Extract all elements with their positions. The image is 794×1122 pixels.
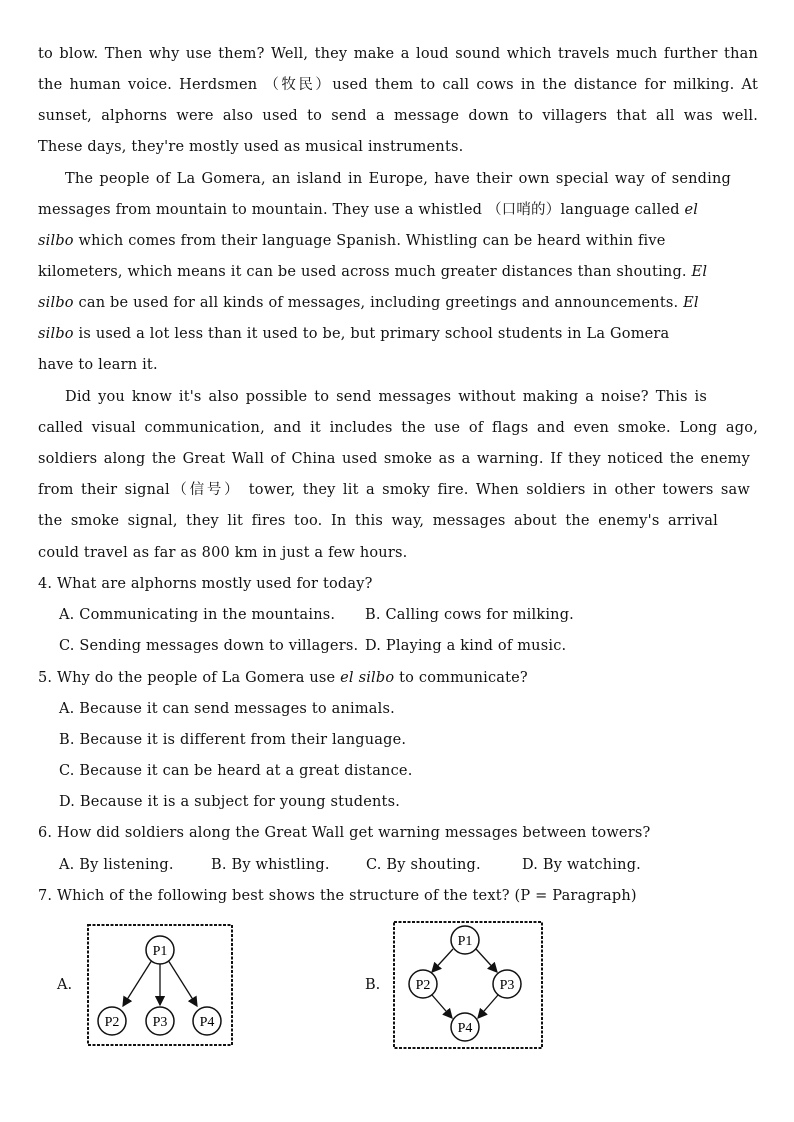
diagram-b-arrow-p1-p2 <box>432 949 453 972</box>
question-4-option-b: B. Calling cows for milking. <box>365 607 574 623</box>
question-7-option-a-label: A. <box>57 977 73 993</box>
diagram-a-node-p2 <box>98 1007 126 1035</box>
diagram-a-node-p3 <box>146 1007 174 1035</box>
diagram-b-node-p3-label: P3 <box>499 978 515 993</box>
question-5-stem: 5. Why do the people of La Gomera use el silbo to communicate? <box>38 670 528 686</box>
passage-p1-line-3: sunset, alphorns were also used to send a message down to villagers that all was well. <box>38 108 758 124</box>
passage-p2-line-2: messages from mountain to mountain. They use a whistled （口哨的）language called el <box>38 202 699 218</box>
passage-p3-line-2: called visual communication, and it includes the use of flags and even smoke. Long ago, <box>38 420 758 436</box>
question-4-option-d: D. Playing a kind of music. <box>365 638 567 654</box>
diagram-b-node-p2 <box>409 970 437 998</box>
question-6-options-row <box>59 855 779 875</box>
question-6-option-c: C. By shouting. <box>366 857 481 873</box>
diagram-a-arrow-p1-p2 <box>123 960 152 1006</box>
question-4-options-row-1 <box>59 605 779 625</box>
structure-diagram-b <box>392 919 544 1051</box>
question-4-option-a: A. Communicating in the mountains. <box>59 607 336 623</box>
diagram-b-arrow-p2-p4 <box>432 995 452 1018</box>
question-6-stem: 6. How did soldiers along the Great Wall get warning messages between towers? <box>38 825 651 841</box>
question-6-option-d: D. By watching. <box>522 857 641 873</box>
diagram-a-node-p4 <box>193 1007 221 1035</box>
question-6-option-b: B. By whistling. <box>211 857 330 873</box>
diagram-b-arrow-p1-p3 <box>476 949 497 972</box>
diagram-b-node-p1-label: P1 <box>457 934 473 949</box>
passage-p1-line-1: to blow. Then why use them? Well, they make a loud sound which travels much further than <box>38 46 758 62</box>
question-5-option-c: C. Because it can be heard at a great distance. <box>59 763 413 779</box>
structure-diagram-a-svg <box>86 922 234 1048</box>
structure-diagram-a <box>86 922 234 1048</box>
diagram-a-node-p3-label: P3 <box>152 1015 168 1030</box>
diagram-b-node-p3 <box>493 970 521 998</box>
diagram-a-node-p1 <box>146 936 174 964</box>
question-7-option-b-label: B. <box>365 977 381 993</box>
passage-p2-line-5: silbo can be used for all kinds of messages, including greetings and announcements. El <box>38 295 699 311</box>
passage-p2-line-7: have to learn it. <box>38 357 158 373</box>
question-5-option-b: B. Because it is different from their language. <box>59 732 407 748</box>
diagram-b-node-p4-label: P4 <box>457 1021 473 1036</box>
passage-p3-line-1: Did you know it's also possible to send messages without making a noise? This is <box>65 389 707 405</box>
question-5-option-d: D. Because it is a subject for young students. <box>59 794 401 810</box>
diagram-b-node-p4 <box>451 1013 479 1041</box>
passage-p2-line-4: kilometers, which means it can be used across much greater distances than shouting. El <box>38 264 708 280</box>
diagram-a-node-p1-label: P1 <box>152 944 168 959</box>
passage-p2-line-6: silbo is used a lot less than it used to be, but primary school students in La Gomera <box>38 326 670 342</box>
question-6-option-a: A. By listening. <box>59 857 174 873</box>
passage-p3-line-6: could travel as far as 800 km in just a few hours. <box>38 545 408 561</box>
structure-diagram-b-svg <box>392 919 544 1051</box>
diagram-b-node-p2-label: P2 <box>415 978 431 993</box>
question-5-option-a: A. Because it can send messages to animals. <box>59 701 395 717</box>
passage-p2-line-1: The people of La Gomera, an island in Europe, have their own special way of sending <box>65 171 731 187</box>
question-4-options-row-2 <box>59 636 779 656</box>
diagram-b-arrow-p3-p4 <box>478 995 498 1018</box>
passage-p3-line-5: the smoke signal, they lit fires too. In this way, messages about the enemy's arrival <box>38 513 718 529</box>
question-4-stem: 4. What are alphorns mostly used for today? <box>38 576 373 592</box>
passage-p1-line-4: These days, they're mostly used as musical instruments. <box>38 139 464 155</box>
diagram-a-arrow-p1-p4 <box>168 960 197 1006</box>
passage-p3-line-4: from their signal（信号） tower, they lit a smoky fire. When soldiers in other towers saw <box>38 482 750 498</box>
passage-p3-line-3: soldiers along the Great Wall of China used smoke as a warning. If they noticed the enemy <box>38 451 750 467</box>
question-7-stem: 7. Which of the following best shows the structure of the text? (P = Paragraph) <box>38 888 637 904</box>
passage-p2-line-3: silbo which comes from their language Spanish. Whistling can be heard within five <box>38 233 666 249</box>
diagram-a-node-p4-label: P4 <box>199 1015 215 1030</box>
passage-p1-line-2: the human voice. Herdsmen （牧民）used them to call cows in the distance for milking. At <box>38 77 758 93</box>
diagram-a-node-p2-label: P2 <box>104 1015 120 1030</box>
question-4-option-c: C. Sending messages down to villagers. <box>59 638 359 654</box>
diagram-b-node-p1 <box>451 926 479 954</box>
